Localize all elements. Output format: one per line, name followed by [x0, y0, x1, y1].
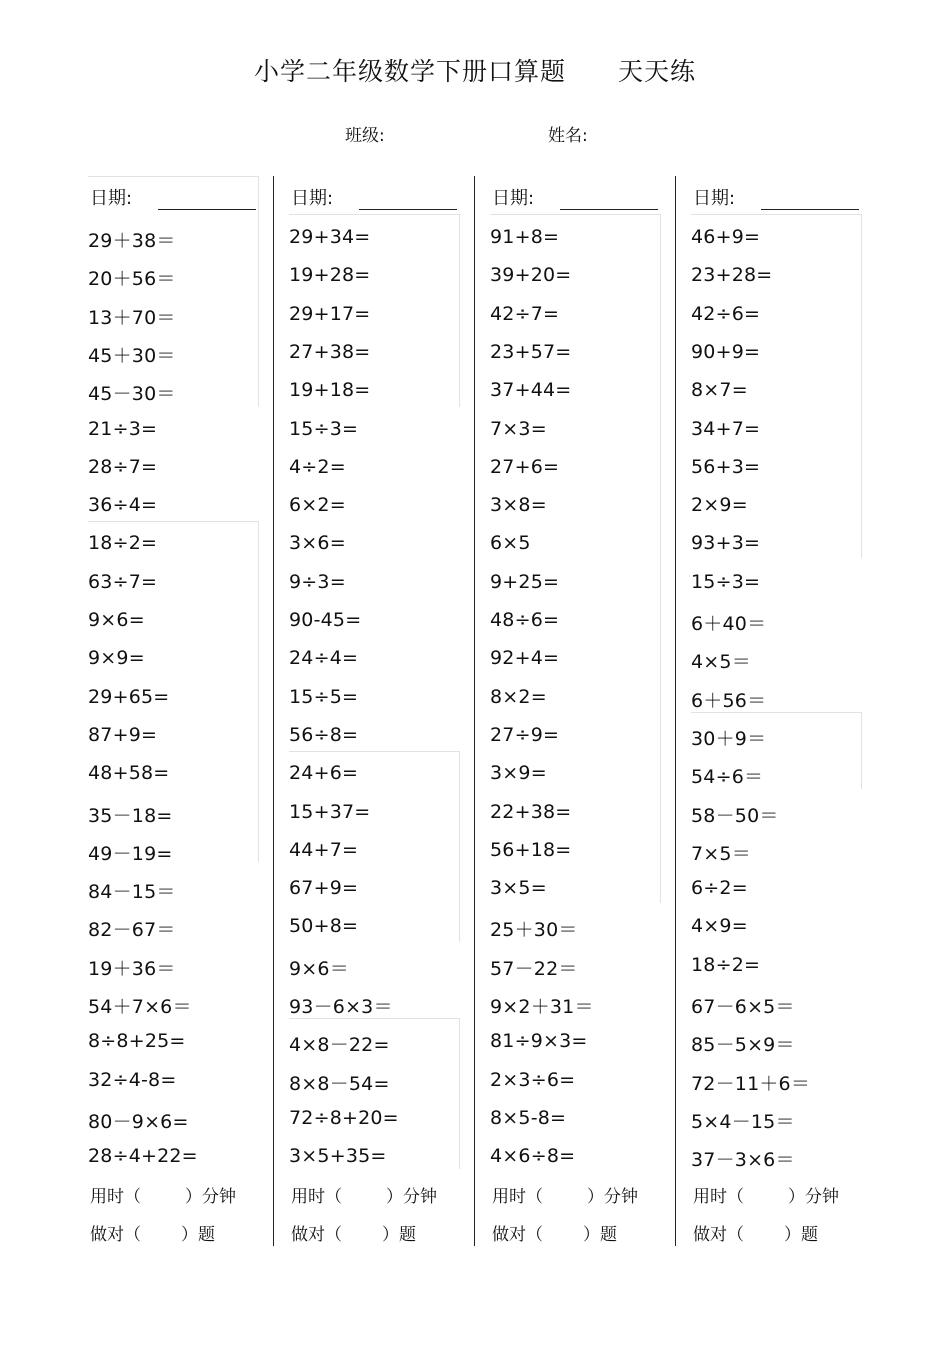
correct-suffix: ）题: [382, 1224, 416, 1245]
arithmetic-problem: 63÷7=: [88, 570, 158, 593]
correct-suffix: ）题: [784, 1224, 818, 1245]
name-label: 姓名:: [548, 126, 588, 146]
arithmetic-problem: 4×9=: [691, 915, 748, 938]
arithmetic-problem: 8×7=: [691, 379, 748, 402]
arithmetic-problem: 3×5+35=: [289, 1145, 387, 1168]
worksheet-column: [490, 176, 678, 1246]
arithmetic-problem: 30＋9＝: [691, 727, 767, 750]
arithmetic-problem: 3×8=: [490, 494, 547, 517]
arithmetic-problem: 90+9=: [691, 340, 761, 363]
time-used-line: [693, 1182, 839, 1207]
arithmetic-problem: 6×5: [490, 532, 531, 555]
time-used-line: [90, 1182, 236, 1207]
date-blank-line: [761, 209, 859, 210]
arithmetic-problem: 72－11＋6＝: [691, 1072, 811, 1095]
arithmetic-problem: 93－6×3＝: [289, 996, 393, 1018]
arithmetic-problem: 91+8=: [490, 226, 560, 248]
arithmetic-problem: 6÷2=: [691, 877, 748, 900]
arithmetic-problem: 29＋38＝: [88, 230, 176, 252]
arithmetic-problem: 37+44=: [490, 379, 572, 402]
worksheet-column: [289, 176, 477, 1246]
date-blank-line: [158, 209, 256, 210]
class-label: 班级:: [345, 126, 385, 146]
arithmetic-problem: 32÷4-8=: [88, 1068, 177, 1091]
arithmetic-problem: 82－67＝: [88, 919, 176, 942]
arithmetic-problem: 56+3=: [691, 455, 761, 478]
arithmetic-problem: 4÷2=: [289, 455, 346, 478]
arithmetic-problem: 29+34=: [289, 226, 371, 248]
arithmetic-problem: 20＋56＝: [88, 268, 176, 291]
arithmetic-problem: 42÷6=: [691, 302, 761, 325]
correct-count-line: [693, 1220, 818, 1245]
arithmetic-problem: 4×5＝: [691, 651, 751, 674]
arithmetic-problem: 54＋7×6＝: [88, 996, 192, 1018]
arithmetic-problem: 45－30＝: [88, 383, 176, 406]
arithmetic-problem: 54÷6＝: [691, 766, 764, 789]
arithmetic-problem: 19＋36＝: [88, 957, 176, 980]
arithmetic-problem: 6＋56＝: [691, 689, 767, 712]
correct-count-line: [90, 1220, 215, 1245]
arithmetic-problem: 19+28=: [289, 264, 371, 287]
arithmetic-problem: 4×6÷8=: [490, 1145, 576, 1168]
arithmetic-problem: 92+4=: [490, 647, 560, 670]
arithmetic-problem: 3×9=: [490, 762, 547, 785]
date-blank-line: [560, 209, 658, 210]
arithmetic-problem: 8÷8+25=: [88, 1030, 186, 1053]
arithmetic-problem: 81÷9×3=: [490, 1030, 588, 1053]
arithmetic-problem: 28÷4+22=: [88, 1145, 198, 1168]
time-suffix: ）分钟: [788, 1186, 839, 1207]
date-blank-line: [359, 209, 457, 210]
arithmetic-problem: 15÷5=: [289, 685, 359, 708]
arithmetic-problem: 15÷3=: [691, 570, 761, 593]
time-prefix: 用时（: [90, 1186, 141, 1207]
arithmetic-problem: 58－50＝: [691, 804, 779, 827]
arithmetic-problem: 9×6＝: [289, 957, 349, 980]
arithmetic-problem: 6×2=: [289, 494, 346, 517]
page-title: [0, 52, 950, 88]
arithmetic-problem: 24÷4=: [289, 647, 359, 670]
arithmetic-problem: 9÷3=: [289, 570, 346, 593]
arithmetic-problem: 49－19=: [88, 842, 173, 865]
arithmetic-problem: 15÷3=: [289, 417, 359, 440]
correct-prefix: 做对（: [693, 1224, 744, 1245]
arithmetic-problem: 9×9=: [88, 647, 145, 670]
arithmetic-problem: 29+65=: [88, 685, 170, 708]
arithmetic-problem: 2×9=: [691, 494, 748, 517]
arithmetic-problem: 9+25=: [490, 570, 560, 593]
arithmetic-problem: 39+20=: [490, 264, 572, 287]
arithmetic-problem: 72÷8+20=: [289, 1106, 399, 1129]
arithmetic-problem: 5×4－15＝: [691, 1110, 795, 1133]
arithmetic-problem: 23+57=: [490, 340, 572, 363]
time-suffix: ）分钟: [386, 1186, 437, 1207]
arithmetic-problem: 29+17=: [289, 302, 371, 325]
arithmetic-problem: 56+18=: [490, 838, 572, 861]
time-used-line: [492, 1182, 638, 1207]
arithmetic-problem: 6＋40＝: [691, 613, 767, 635]
correct-prefix: 做对（: [492, 1224, 543, 1245]
arithmetic-problem: 4×8－22=: [289, 1034, 390, 1057]
time-prefix: 用时（: [492, 1186, 543, 1207]
date-label: 日期:: [90, 188, 133, 209]
correct-count-line: [291, 1220, 416, 1245]
arithmetic-problem: 2×3÷6=: [490, 1068, 576, 1091]
arithmetic-problem: 23+28=: [691, 264, 773, 287]
date-label: 日期:: [291, 188, 334, 209]
correct-prefix: 做对（: [90, 1224, 141, 1245]
correct-suffix: ）题: [583, 1224, 617, 1245]
date-label: 日期:: [693, 188, 736, 209]
arithmetic-problem: 8×8－54=: [289, 1072, 390, 1095]
arithmetic-problem: 34+7=: [691, 417, 761, 440]
correct-suffix: ）题: [181, 1224, 215, 1245]
time-suffix: ）分钟: [587, 1186, 638, 1207]
title-main: 小学二年级数学下册口算题: [253, 57, 566, 86]
arithmetic-problem: 9×2＋31＝: [490, 996, 594, 1018]
time-prefix: 用时（: [693, 1186, 744, 1207]
worksheet-column: [691, 176, 879, 1246]
arithmetic-problem: 8×5-8=: [490, 1106, 567, 1129]
arithmetic-problem: 18÷2=: [88, 532, 158, 555]
correct-count-line: [492, 1220, 617, 1245]
arithmetic-problem: 27÷9=: [490, 723, 560, 746]
arithmetic-problem: 67－6×5＝: [691, 996, 795, 1018]
arithmetic-problem: 27+6=: [490, 455, 560, 478]
arithmetic-problem: 48+58=: [88, 762, 170, 785]
arithmetic-problem: 80－9×6=: [88, 1110, 189, 1133]
arithmetic-problem: 42÷7=: [490, 302, 560, 325]
faint-frame: [88, 176, 259, 407]
arithmetic-problem: 25＋30＝: [490, 919, 578, 942]
arithmetic-problem: 90-45=: [289, 609, 362, 631]
arithmetic-problem: 27+38=: [289, 340, 371, 363]
arithmetic-problem: 45＋30＝: [88, 344, 176, 367]
arithmetic-problem: 9×6=: [88, 609, 145, 631]
time-suffix: ）分钟: [185, 1186, 236, 1207]
arithmetic-problem: 37－3×6＝: [691, 1149, 795, 1172]
arithmetic-problem: 87+9=: [88, 723, 158, 746]
arithmetic-problem: 84－15＝: [88, 881, 176, 904]
arithmetic-problem: 44+7=: [289, 838, 359, 861]
arithmetic-problem: 7×3=: [490, 417, 547, 440]
arithmetic-problem: 3×6=: [289, 532, 346, 555]
worksheet-column: [88, 176, 276, 1246]
arithmetic-problem: 93+3=: [691, 532, 761, 555]
arithmetic-problem: 67+9=: [289, 877, 359, 900]
arithmetic-problem: 85－5×9＝: [691, 1034, 795, 1057]
arithmetic-problem: 24+6=: [289, 762, 359, 785]
arithmetic-problem: 56÷8=: [289, 723, 359, 746]
arithmetic-problem: 8×2=: [490, 685, 547, 708]
arithmetic-problem: 15+37=: [289, 800, 371, 823]
arithmetic-problem: 18÷2=: [691, 953, 761, 976]
arithmetic-problem: 46+9=: [691, 226, 761, 248]
arithmetic-problem: 21÷3=: [88, 417, 158, 440]
correct-prefix: 做对（: [291, 1224, 342, 1245]
title-sub: 天天练: [618, 57, 697, 86]
arithmetic-problem: 22+38=: [490, 800, 572, 823]
arithmetic-problem: 19+18=: [289, 379, 371, 402]
arithmetic-problem: 57－22＝: [490, 957, 578, 980]
arithmetic-problem: 28÷7=: [88, 455, 158, 478]
arithmetic-problem: 3×5=: [490, 877, 547, 900]
time-prefix: 用时（: [291, 1186, 342, 1207]
arithmetic-problem: 48÷6=: [490, 609, 560, 631]
time-used-line: [291, 1182, 437, 1207]
arithmetic-problem: 35－18=: [88, 804, 173, 827]
arithmetic-problem: 13＋70＝: [88, 306, 176, 329]
arithmetic-problem: 50+8=: [289, 915, 359, 938]
date-label: 日期:: [492, 188, 535, 209]
arithmetic-problem: 7×5＝: [691, 842, 751, 865]
arithmetic-problem: 36÷4=: [88, 494, 158, 517]
